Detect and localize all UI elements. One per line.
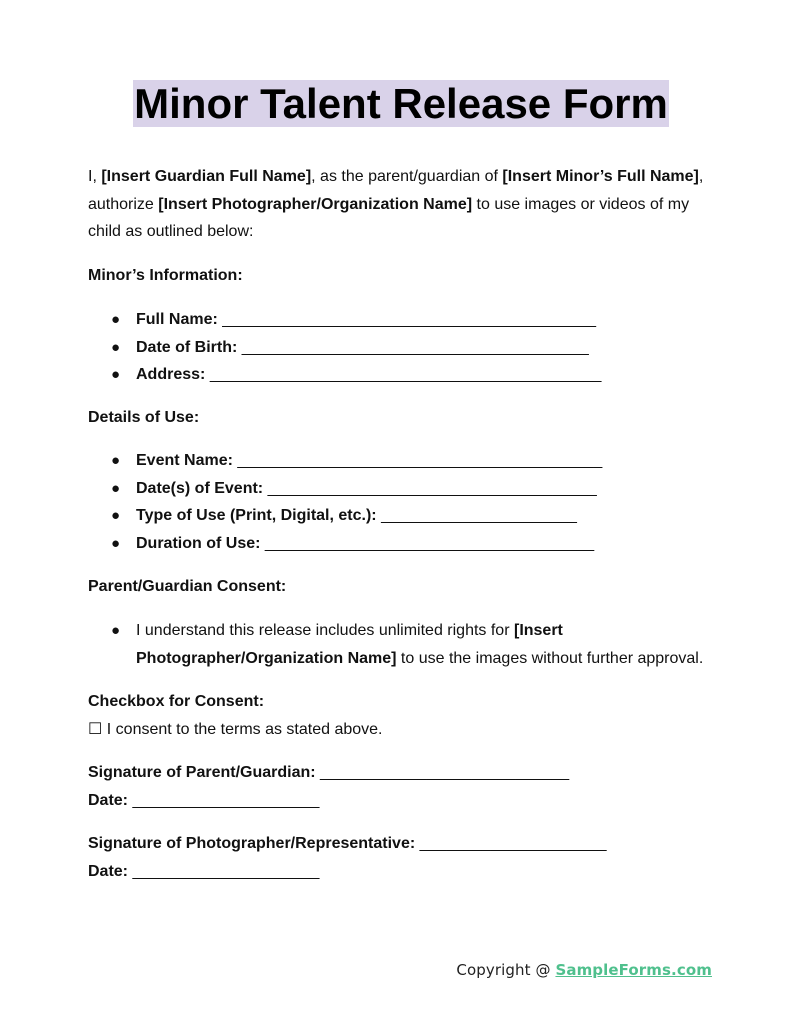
bullet-icon: ● <box>111 311 121 328</box>
consent-text <box>136 617 714 673</box>
bullet-icon: ● <box>111 479 121 497</box>
title-wrap <box>88 80 714 127</box>
checkbox-label: I consent to the terms as stated above. <box>102 721 383 738</box>
list-item <box>88 361 714 389</box>
bullet-icon: ● <box>111 534 121 552</box>
copyright-footer <box>456 961 712 979</box>
date-label: Date: <box>88 792 129 809</box>
bullet-icon: ● <box>111 452 121 469</box>
intro-text-4: to use images or videos of my child as outlined below: <box>88 195 690 240</box>
consent-list-item <box>88 617 714 673</box>
details-list <box>88 447 714 557</box>
photographer-name-placeholder: [Insert Photographer/Organization Name] <box>158 195 473 213</box>
photographer-signature-label: Signature of Photographer/Representative: <box>88 835 416 852</box>
blank-line: __________________________________________ <box>222 311 596 328</box>
intro-paragraph <box>88 163 714 246</box>
intro-text-3: , authorize <box>88 168 704 213</box>
blank-line: ____________________________________________ <box>209 366 602 383</box>
field-label: Type of Use (Print, Digital, etc.): <box>136 507 377 524</box>
bullet-icon: ● <box>111 366 121 383</box>
list-item <box>88 502 714 530</box>
field-label: Event Name: <box>136 452 233 469</box>
consent-text-2: to use the images without further approval. <box>396 650 704 667</box>
guardian-signature-row <box>88 763 569 783</box>
date-label: Date: <box>88 863 129 880</box>
field-label: Address: <box>136 366 206 383</box>
blank-line: _________________________________________ <box>237 452 603 469</box>
date-blank[interactable]: _____________________ <box>132 792 320 809</box>
checkbox-icon[interactable]: ☐ <box>88 721 103 738</box>
brand-link[interactable]: SampleForms.com <box>555 961 712 979</box>
consent-heading: Parent/Guardian Consent: <box>88 578 287 595</box>
list-item <box>88 447 714 475</box>
blank-line: _____________________________________ <box>264 534 595 552</box>
organization-placeholder: [Insert Photographer/Organization Name] <box>136 622 563 667</box>
consent-text-1: I understand this release includes unlimited rights for <box>136 622 514 639</box>
page-title: Minor Talent Release Form <box>134 80 668 127</box>
consent-checkbox-row <box>88 720 383 740</box>
guardian-date-row <box>88 791 319 811</box>
date-blank[interactable]: _____________________ <box>132 863 320 880</box>
minor-name-placeholder: [Insert Minor’s Full Name] <box>502 168 699 185</box>
field-label: Date of Birth: <box>136 338 238 356</box>
blank-line: ______________________ <box>381 507 577 524</box>
list-item <box>88 530 714 558</box>
copyright-text: Copyright @ <box>456 961 556 979</box>
guardian-name-placeholder: [Insert Guardian Full Name] <box>101 168 312 185</box>
minor-info-heading: Minor’s Information: <box>88 267 243 284</box>
field-label: Full Name: <box>136 311 218 328</box>
guardian-signature-blank[interactable]: ____________________________ <box>320 764 570 781</box>
intro-text-1: I, <box>88 168 102 185</box>
details-heading: Details of Use: <box>88 409 200 426</box>
blank-line: _____________________________________ <box>267 479 597 497</box>
bullet-icon: ● <box>111 338 121 356</box>
photographer-date-row <box>88 862 319 882</box>
intro-text-2: , as the parent/guardian of <box>311 168 503 185</box>
minor-info-list <box>88 306 714 389</box>
bullet-icon: ● <box>111 507 121 524</box>
list-item <box>88 475 714 503</box>
list-item <box>88 334 714 362</box>
field-label: Date(s) of Event: <box>136 479 264 497</box>
list-item <box>88 306 714 334</box>
blank-line: _______________________________________ <box>241 338 589 356</box>
guardian-signature-label: Signature of Parent/Guardian: <box>88 764 316 781</box>
photographer-signature-blank[interactable]: _____________________ <box>419 835 607 852</box>
bullet-icon: ● <box>111 622 121 639</box>
field-label: Duration of Use: <box>136 534 261 552</box>
photographer-signature-row <box>88 834 607 854</box>
checkbox-heading: Checkbox for Consent: <box>88 693 265 710</box>
